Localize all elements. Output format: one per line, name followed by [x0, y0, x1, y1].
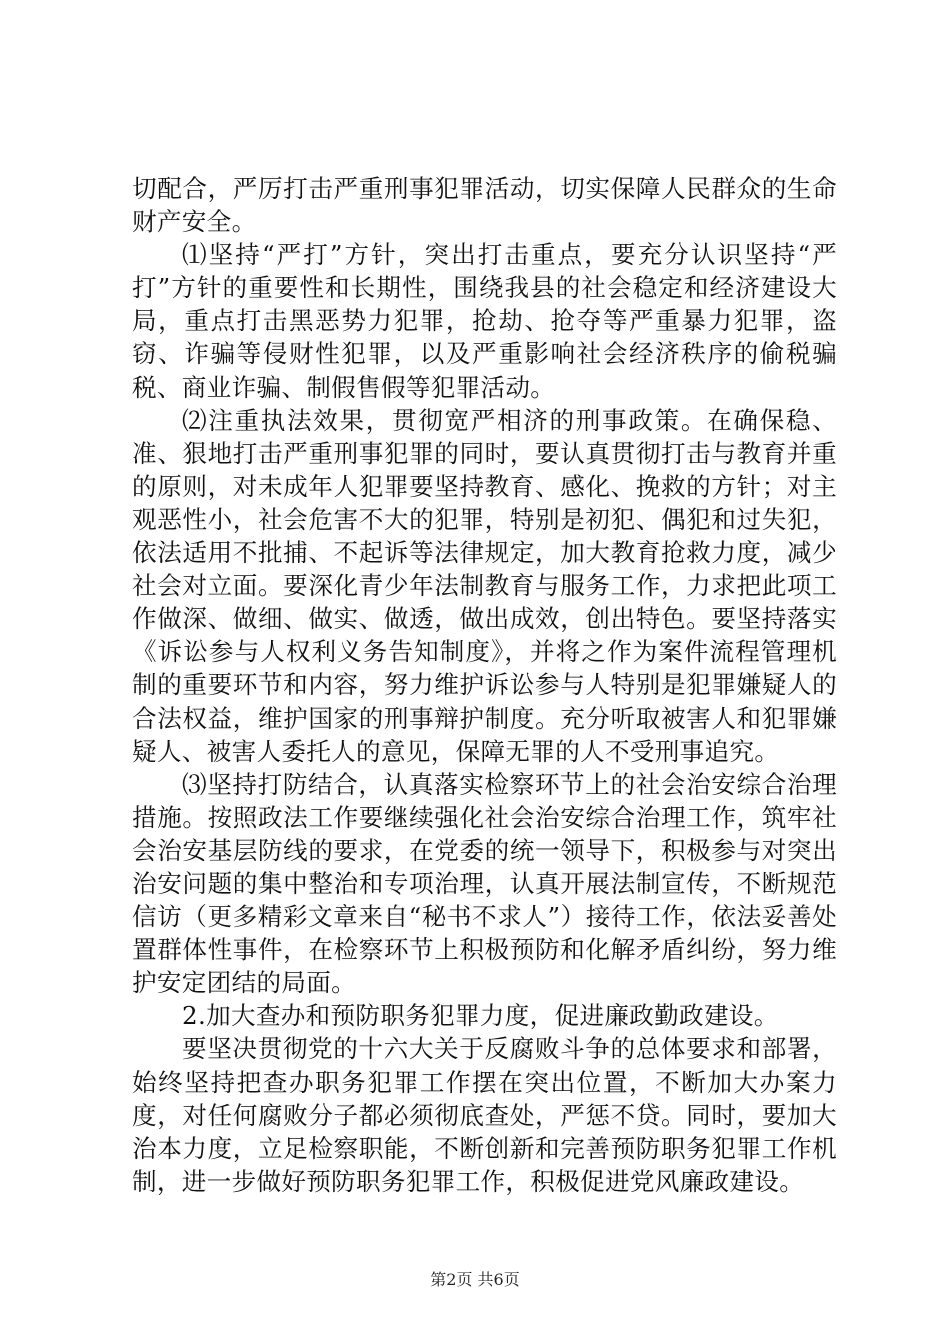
paragraph-item-3: ⑶坚持打防结合，认真落实检察环节上的社会治安综合治理措施。按照政法工作要继续强化社会治安综合治理工作，筑牢社会治安基层防线的要求，在党委的统一领导下，积极参与对突出治安问题的集中整治和专项治理，认真开展法制宣传，不断规范信访（更多精彩文章来自“秘书不求人”）接待工作，依法妥善处置群体性事件，在检察环节上积极预防和化解矛盾纠纷，努力维护安定团结的局面。 [132, 769, 837, 998]
paragraph-continuation: 切配合，严厉打击严重刑事犯罪活动，切实保障人民群众的生命财产安全。 [132, 174, 837, 237]
page-number-footer: 第2页 共6页 [430, 1270, 520, 1289]
section-heading: 2.加大查办和预防职务犯罪力度，促进廉政勤政建设。 [182, 1001, 779, 1031]
paragraph-item-2: ⑵注重执法效果，贯彻宽严相济的刑事政策。在确保稳、准、狠地打击严重刑事犯罪的同时，要认真贯彻打击与教育并重的原则，对未成年人犯罪要坚持教育、感化、挽救的方针；对主观恶性小，社会危害不大的犯罪，特别是初犯、偶犯和过失犯，依法适用不批捕、不起诉等法律规定，加大教育抢救力度，减少社会对立面。要深化青少年法制教育与服务工作，力求把此项工作做深、做细、做实、做透，做出成效，创出特色。要坚持落实《诉讼参与人权利义务告知制度》，并将之作为案件流程管理机制的重要环节和内容，努力维护诉讼参与人特别是犯罪嫌疑人的合法权益，维护国家的刑事辩护制度。充分听取被害人和犯罪嫌疑人、被害人委托人的意见，保障无罪的人不受刑事追究。 [132, 405, 837, 766]
paragraph-section-body: 要坚决贯彻党的十六大关于反腐败斗争的总体要求和部署，始终坚持把查办职务犯罪工作摆在突出位置，不断加大办案力度，对任何腐败分子都必须彻底查处，严惩不贷。同时，要加大治本力度，立足检察职能，不断创新和完善预防职务犯罪工作机制，进一步做好预防职务犯罪工作，积极促进党风廉政建设。 [132, 1034, 837, 1196]
document-body [132, 172, 837, 1198]
paragraph-item-1: ⑴坚持“严打”方针，突出打击重点，要充分认识坚持“严打”方针的重要性和长期性，围绕我县的社会稳定和经济建设大局，重点打击黑恶势力犯罪，抢劫、抢夺等严重暴力犯罪，盗窃、诈骗等侵财性犯罪，以及严重影响社会经济秩序的偷税骗税、商业诈骗、制假售假等犯罪活动。 [132, 240, 837, 402]
